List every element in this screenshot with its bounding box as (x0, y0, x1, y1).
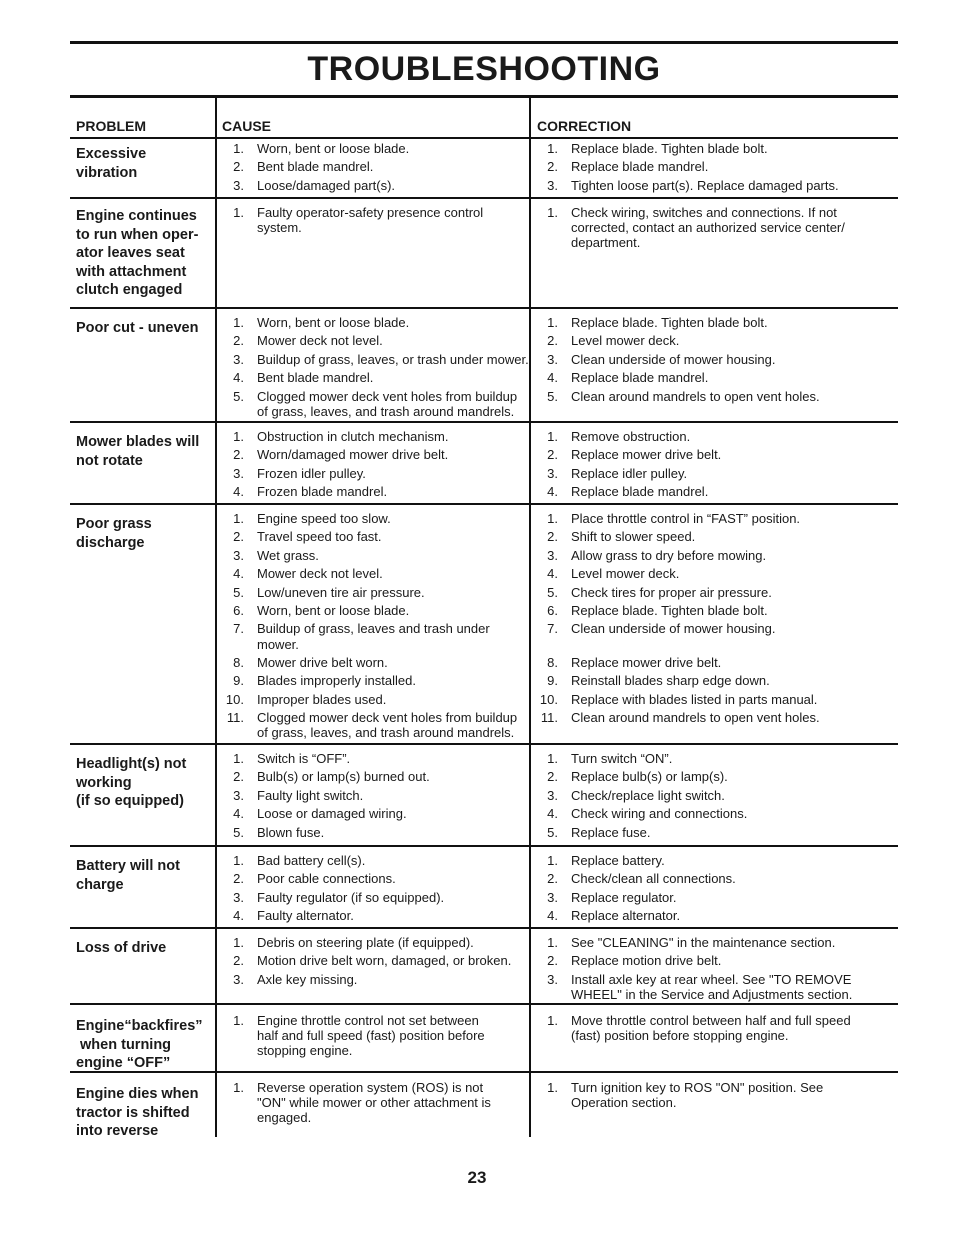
item-text: Faulty regulator (if so equipped). (257, 889, 445, 905)
header-cause: CAUSE (222, 118, 272, 134)
item-number: 1. (233, 429, 244, 444)
item-text: Wet grass. (257, 547, 319, 563)
row-divider (70, 503, 898, 505)
item-text: Obstruction in clutch mechanism. (257, 429, 449, 444)
problem-line: clutch engaged (76, 282, 183, 298)
problem-cell (76, 433, 214, 470)
item-text: Replace blade mandrel. (571, 370, 709, 386)
item-text: Move throttle control between half and full speed (571, 1013, 851, 1028)
item-number: 11. (540, 710, 558, 726)
item-number: 1. (547, 429, 558, 444)
item-text: Faulty operator-safety presence control (257, 205, 484, 220)
row-divider (70, 1003, 898, 1005)
header-problem: PROBLEM (76, 118, 146, 134)
item-text: Clogged mower deck vent holes from buildup (257, 388, 518, 404)
item-number: 1. (547, 853, 558, 868)
item-number: 3. (547, 547, 558, 563)
problem-line: Engine continues (76, 208, 197, 224)
item-text: Reverse operation system (ROS) is not (257, 1080, 484, 1095)
item-text: Replace mower drive belt. (571, 655, 722, 670)
item-text: Faulty alternator. (257, 908, 354, 924)
item-number: 4. (233, 908, 244, 924)
item-text: of grass, leaves, and trash around mandrels. (257, 403, 515, 419)
item-text: Operation section. (571, 1095, 677, 1111)
problem-line: Mower blades will (76, 434, 200, 450)
item-text: Improper blades used. (257, 691, 387, 707)
problem-line: Battery will not (76, 858, 180, 874)
item-text: Mower drive belt worn. (257, 655, 388, 670)
problem-line: not rotate (76, 452, 143, 469)
item-text: Motion drive belt worn, damaged, or broken. (257, 953, 512, 969)
item-number: 1. (547, 315, 558, 330)
item-number: 5. (547, 388, 558, 404)
item-number: 1. (547, 511, 558, 526)
item-text: half and full speed (fast) position before (257, 1028, 485, 1044)
item-text: See "CLEANING" in the maintenance section. (571, 935, 836, 950)
item-text: Bad battery cell(s). (257, 853, 366, 868)
item-text: Replace battery. (571, 853, 665, 868)
item-text: Worn, bent or loose blade. (257, 141, 410, 156)
problem-line: into reverse (76, 1123, 159, 1139)
item-text: Worn/damaged mower drive belt. (257, 447, 449, 463)
row-divider (70, 197, 898, 199)
item-number: 4. (547, 484, 558, 500)
row-divider (70, 927, 898, 929)
item-text: Worn, bent or loose blade. (257, 315, 410, 330)
item-number: 3. (233, 787, 244, 803)
item-number: 5. (547, 584, 558, 600)
header-rule (70, 137, 898, 139)
title-rule (70, 95, 898, 98)
item-number: 3. (233, 889, 244, 905)
item-number: 1. (233, 751, 244, 766)
item-number: 2. (547, 871, 558, 887)
item-number: 1. (233, 1013, 244, 1028)
problem-line: (if so equipped) (76, 793, 184, 809)
item-text: Poor cable connections. (257, 871, 396, 887)
item-number: 2. (547, 333, 558, 349)
item-number: 4. (547, 566, 558, 582)
column-divider (215, 97, 217, 1137)
item-number: 3. (547, 787, 558, 803)
item-number: 1. (233, 205, 244, 220)
item-text: Turn ignition key to ROS "ON" position. See (571, 1080, 824, 1095)
problem-line: Engine“backfires” (76, 1018, 203, 1034)
problem-cell (76, 1085, 214, 1141)
item-number: 6. (233, 603, 244, 618)
item-text: Replace mower drive belt. (571, 447, 722, 463)
item-text: Switch is “OFF”. (257, 751, 351, 766)
item-text: Replace blade mandrel. (571, 159, 709, 175)
item-text: Replace alternator. (571, 908, 681, 924)
item-number: 3. (547, 465, 558, 481)
item-number: 2. (547, 953, 558, 969)
item-number: 7. (233, 621, 244, 637)
problem-line: Poor cut - uneven (76, 320, 199, 336)
item-text: Check tires for proper air pressure. (571, 584, 772, 600)
row-divider (70, 307, 898, 309)
item-text: Mower deck not level. (257, 566, 383, 582)
item-number: 2. (547, 529, 558, 545)
item-number: 3. (233, 351, 244, 367)
item-number: 1. (233, 853, 244, 868)
item-number: 10. (225, 691, 244, 707)
item-number: 9. (547, 673, 558, 689)
item-text: Blown fuse. (257, 824, 325, 840)
item-number: 1. (547, 935, 558, 950)
item-number: 5. (547, 824, 558, 840)
item-number: 2. (233, 953, 244, 969)
item-number: 4. (233, 806, 244, 822)
column-divider (529, 97, 531, 1137)
item-text: Loose or damaged wiring. (257, 806, 407, 822)
item-number: 3. (233, 177, 244, 193)
page-number: 23 (467, 1168, 487, 1187)
item-number: 10. (539, 691, 558, 707)
item-number: 6. (547, 603, 558, 618)
page-title: TROUBLESHOOTING (307, 50, 661, 88)
item-number: 1. (233, 1080, 244, 1095)
item-number: 4. (233, 370, 244, 386)
row-divider (70, 845, 898, 847)
item-text: mower. (257, 636, 299, 652)
item-text: Replace blade. Tighten blade bolt. (571, 315, 768, 330)
item-text: Level mower deck. (571, 566, 680, 582)
problem-cell (76, 939, 214, 958)
item-number: 1. (547, 1013, 558, 1028)
item-number: 3. (233, 971, 244, 987)
item-number: 4. (547, 908, 558, 924)
item-number: 7. (547, 621, 558, 637)
problem-line: with attachment (76, 263, 187, 280)
problem-line: charge (76, 876, 124, 893)
item-text: Clean underside of mower housing. (571, 351, 776, 367)
item-number: 1. (233, 315, 244, 330)
item-number: 2. (233, 447, 244, 463)
item-text: Travel speed too fast. (257, 529, 382, 545)
item-number: 2. (233, 529, 244, 545)
item-number: 1. (547, 205, 558, 220)
item-text: Bent blade mandrel. (257, 370, 374, 386)
problem-line: to run when oper- (76, 226, 199, 243)
item-text: Worn, bent or loose blade. (257, 603, 410, 618)
item-number: 3. (547, 177, 558, 193)
item-text: Place throttle control in “FAST” position. (571, 511, 801, 526)
item-text: Frozen idler pulley. (257, 465, 366, 481)
item-number: 2. (547, 447, 558, 463)
item-number: 2. (233, 159, 244, 175)
item-number: 5. (233, 824, 244, 840)
problem-line: Engine dies when (76, 1086, 199, 1102)
item-text: Tighten loose part(s). Replace damaged parts. (571, 177, 839, 193)
item-text: Blades improperly installed. (257, 673, 416, 689)
item-text: Bent blade mandrel. (257, 159, 374, 175)
item-text: Turn switch “ON”. (571, 751, 673, 766)
item-number: 2. (547, 159, 558, 175)
item-text: WHEEL" in the Service and Adjustments section. (571, 986, 853, 1002)
item-text: Engine throttle control not set between (257, 1013, 479, 1028)
problem-line: Loss of drive (76, 940, 167, 956)
item-number: 3. (547, 889, 558, 905)
problem-line: discharge (76, 534, 145, 551)
item-number: 5. (233, 388, 244, 404)
item-number: 1. (547, 751, 558, 766)
item-number: 3. (547, 351, 558, 367)
item-text: Mower deck not level. (257, 333, 383, 349)
item-text: Replace idler pulley. (571, 465, 688, 481)
problem-cell (76, 207, 214, 300)
item-text: Check wiring, switches and connections. If not (571, 205, 837, 220)
item-text: Check/clean all connections. (571, 871, 736, 887)
item-number: 8. (547, 655, 558, 670)
item-number: 4. (547, 806, 558, 822)
problem-cell (76, 319, 214, 338)
item-number: 1. (547, 141, 558, 156)
item-number: 2. (233, 333, 244, 349)
item-text: Replace motion drive belt. (571, 953, 722, 969)
item-text: engaged. (257, 1110, 312, 1126)
item-text: Replace blade. Tighten blade bolt. (571, 141, 768, 156)
item-text: Replace blade mandrel. (571, 484, 709, 500)
item-text: Level mower deck. (571, 333, 680, 349)
item-number: 11. (226, 710, 244, 726)
item-number: 3. (547, 971, 558, 987)
item-text: Replace fuse. (571, 824, 651, 840)
item-number: 4. (233, 566, 244, 582)
problem-line: Excessive (76, 146, 147, 162)
item-text: Faulty light switch. (257, 787, 364, 803)
item-number: 2. (547, 769, 558, 785)
problem-line: vibration (76, 164, 138, 181)
item-text: Shift to slower speed. (571, 529, 696, 545)
item-text: Clean around mandrels to open vent holes. (571, 710, 820, 726)
problem-cell (76, 755, 214, 811)
problem-line: engine “OFF” (76, 1055, 171, 1071)
item-text: Debris on steering plate (if equipped). (257, 935, 474, 950)
header-correction: CORRECTION (537, 118, 632, 134)
item-number: 4. (547, 370, 558, 386)
problem-cell (76, 515, 214, 552)
item-text: stopping engine. (257, 1043, 353, 1059)
problem-cell (76, 857, 214, 894)
problem-cell (76, 1017, 214, 1073)
item-text: Replace bulb(s) or lamp(s). (571, 769, 728, 785)
item-text: Clogged mower deck vent holes from buildup (257, 710, 518, 726)
item-text: Engine speed too slow. (257, 511, 391, 526)
item-text: department. (571, 235, 641, 251)
item-text: Loose/damaged part(s). (257, 177, 396, 193)
problem-line: Poor grass (76, 516, 152, 532)
item-number: 1. (233, 141, 244, 156)
top-rule (70, 41, 898, 44)
item-number: 1. (547, 1080, 558, 1095)
row-divider (70, 421, 898, 423)
item-text: corrected, contact an authorized service center/ (571, 220, 845, 236)
item-number: 9. (233, 673, 244, 689)
item-text: Clean around mandrels to open vent holes. (571, 388, 820, 404)
row-divider (70, 743, 898, 745)
problem-line: ator leaves seat (76, 245, 185, 261)
item-text: Replace blade. Tighten blade bolt. (571, 603, 768, 618)
item-text: Buildup of grass, leaves, or trash under mower. (257, 351, 529, 367)
item-text: Allow grass to dry before mowing. (571, 547, 767, 563)
problem-line: working (76, 774, 132, 791)
item-text: Remove obstruction. (571, 429, 691, 444)
item-text: Replace with blades listed in parts manual. (571, 691, 818, 707)
item-text: Replace regulator. (571, 889, 677, 905)
item-text: Check wiring and connections. (571, 806, 748, 822)
item-number: 8. (233, 655, 244, 670)
item-number: 2. (233, 871, 244, 887)
item-number: 5. (233, 584, 244, 600)
item-number: 3. (233, 465, 244, 481)
item-text: Clean underside of mower housing. (571, 621, 776, 637)
item-number: 3. (233, 547, 244, 563)
item-text: of grass, leaves, and trash around mandrels. (257, 725, 515, 741)
item-number: 2. (233, 769, 244, 785)
problem-line: Headlight(s) not (76, 756, 187, 772)
item-text: Low/uneven tire air pressure. (257, 584, 425, 600)
problem-cell (76, 145, 214, 182)
item-text: Frozen blade mandrel. (257, 484, 388, 500)
item-number: 1. (233, 511, 244, 526)
item-number: 1. (233, 935, 244, 950)
item-text: Check/replace light switch. (571, 787, 725, 803)
item-text: "ON" while mower or other attachment is (257, 1095, 491, 1111)
item-text: Reinstall blades sharp edge down. (571, 673, 770, 689)
item-text: Bulb(s) or lamp(s) burned out. (257, 769, 430, 785)
problem-line: tractor is shifted (76, 1104, 190, 1121)
item-text: Buildup of grass, leaves and trash under (257, 621, 490, 637)
item-text: Axle key missing. (257, 971, 358, 987)
item-number: 4. (233, 484, 244, 500)
item-text: system. (257, 220, 302, 236)
problem-line: when turning (76, 1036, 172, 1053)
item-text: Install axle key at rear wheel. See "TO REMOVE (571, 971, 852, 987)
item-text: (fast) position before stopping engine. (571, 1028, 789, 1044)
